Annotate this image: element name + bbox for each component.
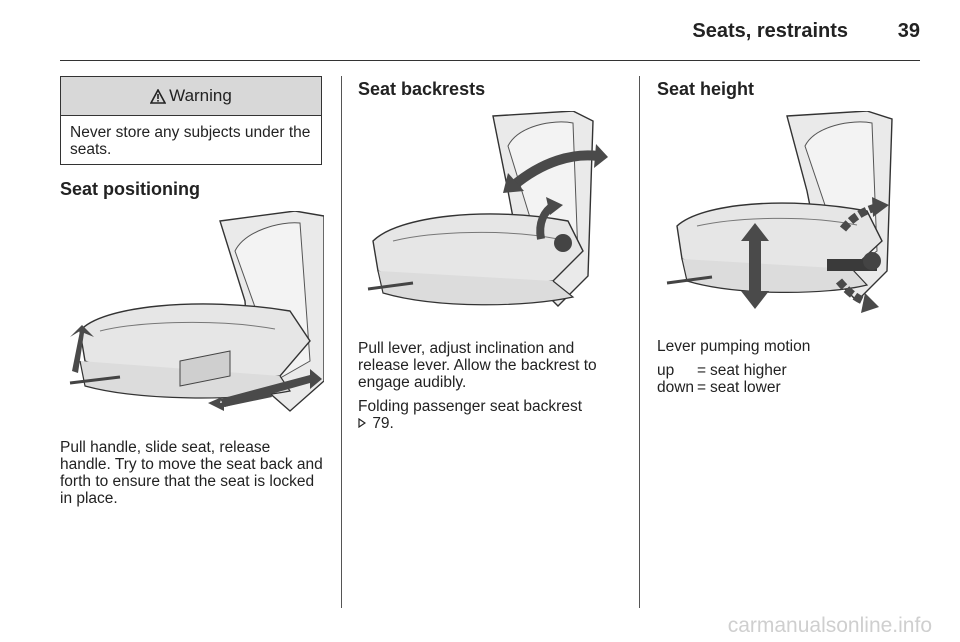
warning-heading: Warning xyxy=(169,86,232,105)
page-number: 39 xyxy=(897,20,920,42)
page-reference xyxy=(358,415,624,432)
list-item xyxy=(657,362,921,379)
folding-text: Folding passenger seat backrest xyxy=(358,398,583,415)
seat-positioning-illustration xyxy=(60,211,324,423)
seat-height-caption: Lever pumping motion xyxy=(657,338,811,355)
column-divider-1 xyxy=(341,76,342,608)
column-middle xyxy=(358,76,624,432)
warning-text: Never store any subjects under the seats. xyxy=(70,124,311,158)
row-key: down xyxy=(657,379,695,396)
seat-height-table xyxy=(657,362,921,396)
row-value: seat higher xyxy=(710,362,787,379)
list-item xyxy=(657,379,921,396)
seat-height-heading: Seat height xyxy=(657,79,755,99)
page-title: Seats, restraints xyxy=(692,20,848,42)
row-equals: = xyxy=(697,379,707,396)
warning-triangle-icon xyxy=(150,89,166,104)
seat-positioning-heading: Seat positioning xyxy=(60,179,201,199)
watermark: carmanualsonline.info xyxy=(727,614,932,637)
column-divider-2 xyxy=(639,76,640,608)
seat-backrests-heading: Seat backrests xyxy=(358,79,486,99)
column-left xyxy=(60,76,324,507)
row-equals: = xyxy=(697,362,707,379)
seat-backrests-text: Pull lever, adjust inclination and release lever. Allow the backrest to engage audibly. xyxy=(358,340,597,391)
header-divider xyxy=(60,60,920,61)
row-key: up xyxy=(657,362,675,379)
page-reference-link[interactable]: 79. xyxy=(372,415,394,432)
warning-header xyxy=(61,77,321,116)
page-header xyxy=(60,0,920,60)
seat-backrests-illustration xyxy=(358,111,622,321)
column-right xyxy=(657,76,921,396)
seat-positioning-text: Pull handle, slide seat, release handle. Try to move the seat back and forth to ensure that the seat is locked in place. xyxy=(60,439,323,507)
row-value: seat lower xyxy=(710,379,781,396)
seat-height-illustration xyxy=(657,111,921,321)
page-reference-icon xyxy=(358,415,368,432)
warning-box xyxy=(60,76,322,165)
